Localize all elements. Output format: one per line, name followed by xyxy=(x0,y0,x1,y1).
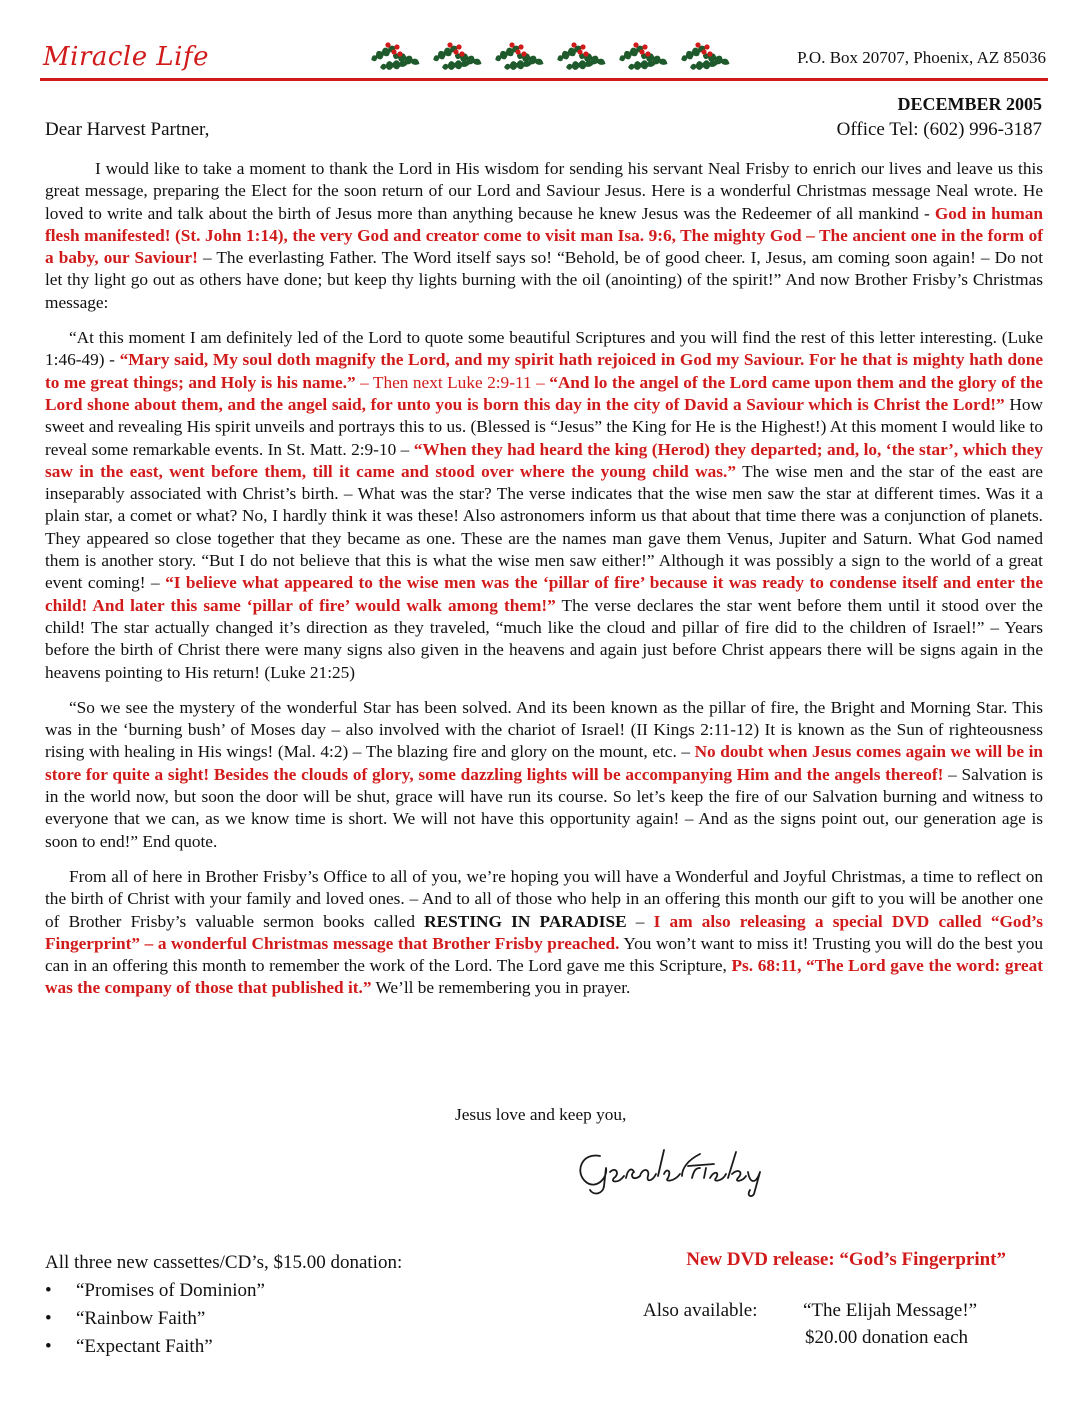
text-run: – The everlasting Father. The Word itself says so! “Behold, be of good cheer. I, Jesus, am coming soon again! – Do not let thy light go out as others have done; but keep thy lights burning with the oil (anointing) of the spirit!” And now Brother Frisby’s Christmas message: xyxy=(45,248,1044,312)
text-run: “When they had heard the king (Herod) they departed; and, lo, ‘the star’, which they saw in the east, went before them, till it came and stood over where the young child was.” xyxy=(45,439,1043,481)
header-rule xyxy=(40,78,1048,81)
letter-body xyxy=(45,158,1043,1013)
text-run: “Mary said, My soul doth magnify the Lord, and my spirit hath rejoiced in God my Saviour. For he that is mighty hath done to me great things; and Holy is his name.” xyxy=(45,350,1043,392)
text-run: I would like to take a moment to thank the Lord in His wisdom for sending his servant Neal Frisby to enrich our lives and leave us this great message, preparing the Elect for the soon return of our Lord and Saviour Jesus. Here is a wonderful Christmas message Neal wrote. He loved to write and talk about the birth of Jesus more than anything because he knew Jesus was the Redeemer of all mankind - xyxy=(45,159,1043,223)
holly-sprig-icon xyxy=(431,42,483,70)
text-run: – Salvation is in the world now, but soon the door will be shut, grace will have run its course. So let’s keep the fire of our Salvation burning and witness to everyone that we can, as we know time is short. We will not have this opportunity again! – And as the signs point out, our generation age is soon to end!” End quote. xyxy=(45,764,1043,851)
text-run: RESTING IN PARADISE xyxy=(424,911,627,931)
text-run: – xyxy=(626,911,654,931)
text-run: From all of here in Brother Frisby’s Office to all of you, we’re hoping you will have a Wonderful and Joyful Christmas, a time to reflect on the birth of Christ with your family and loved ones. – And to all of those who help in an offering this month our gift to you will be another one of Brother Frisby’s valuable sermon books called xyxy=(45,866,1043,931)
salutation: Dear Harvest Partner, xyxy=(45,119,210,140)
text-run: “At this moment I am definitely led of the Lord to quote some beautiful Scriptures and you will find the rest of this letter interesting. (Luke 1:46-49) - xyxy=(45,328,1043,370)
paragraph-star xyxy=(45,697,1043,853)
bullet-icon: • xyxy=(45,1336,52,1357)
holly-sprig-icon xyxy=(555,42,607,70)
holly-sprig-icon xyxy=(679,42,731,70)
paragraph-christmas-offer xyxy=(45,866,1043,1000)
logo: Miracle Life xyxy=(43,42,209,72)
text-run: – Then next Luke 2:9-11 – xyxy=(355,372,550,392)
dvd-release: New DVD release: “God’s Fingerprint” xyxy=(686,1249,1006,1270)
text-run: I am also releasing a special DVD called “God’s Fingerprint” – a wonderful Christmas message that Brother Frisby preached. xyxy=(45,911,1044,953)
holly-decoration xyxy=(368,38,740,78)
list-item: • “Rainbow Faith” xyxy=(45,1305,402,1333)
paragraph-scriptures xyxy=(45,327,1043,684)
list-item: • “Expectant Faith” xyxy=(45,1333,402,1361)
closing-line: Jesus love and keep you, xyxy=(455,1105,627,1124)
mailing-address: P.O. Box 20707, Phoenix, AZ 85036 xyxy=(797,48,1046,67)
text-run: No doubt when Jesus comes again we will be in store for quite a sight! Besides the clouds of glory, some dazzling lights will be accompanying Him and the angels thereof! xyxy=(45,742,1044,784)
text-run: We’ll be remembering you in prayer. xyxy=(371,978,631,998)
also-available-title: “The Elijah Message!” xyxy=(803,1300,978,1321)
paragraph-intro xyxy=(45,158,1043,314)
text-run: “I believe what appeared to the wise men was the ‘pillar of fire’ because it was ready to condense itself and enter the child! And later this same ‘pillar of fire’ would walk among them!” xyxy=(45,573,1043,615)
letterhead xyxy=(40,36,1048,80)
cassette-heading: All three new cassettes/CD’s, $15.00 donation: xyxy=(45,1252,403,1273)
text-run: The verse declares the star went before them until it stood over the child! The star actually changed it’s direction as they traveled, “much like the cloud and pillar of fire did to the children of Israel!” – Years before the birth of Christ there were many signs also given in the heavens and again just before Christ appears there will be signs again in the heavens pointing to His return! (Luke 21:25) xyxy=(45,595,1043,682)
text-run: “So we see the mystery of the wonderful Star has been solved. And its been known as the pillar of fire, the Bright and Morning Star. This was in the ‘burning bush’ of Moses day – also involved with the chariot of Israel! (II Kings 2:11-12) It is known as the Sun of righteousness rising with healing in His wings! (Mal. 4:2) – The blazing fire and glory on the mount, etc. – xyxy=(45,697,1043,762)
office-phone: Office Tel: (602) 996-3187 xyxy=(836,119,1042,140)
bullet-icon: • xyxy=(45,1280,52,1301)
text-run: God in human flesh manifested! (St. John 1:14), the very God and creator come to visit man Isa. 9:6, The mighty God – The ancient one in the form of a baby, our Saviour! xyxy=(45,203,1043,268)
text-run: The wise men and the star of the east are inseparably associated with Christ’s birth. – What was the star? The verse indicates that the wise men saw the star at different times. Was it a plain star, a comet or what? No, I hardly think it was these! Also astronomers inform us that about that time there was a conjunction of planets. They appeared so close together that they became as one. These are the names man gave them Venus, Jupiter and Saturn. What God named them is another story. “But I do not believe that this is what the wise men saw either!” Although it was possibly a sign to the world of a great event coming! – xyxy=(45,461,1043,593)
text-run: You won’t want to miss it! Trusting you will do the best you can in an offering this month to remember the work of the Lord. The Lord gave me this Scripture, xyxy=(45,933,1043,976)
bullet-icon: • xyxy=(45,1308,52,1329)
donation-note: $20.00 donation each xyxy=(805,1327,969,1348)
letter-date: DECEMBER 2005 xyxy=(897,94,1042,114)
holly-sprig-icon xyxy=(493,42,545,70)
signature xyxy=(570,1138,800,1198)
holly-sprig-icon xyxy=(617,42,669,70)
also-available-label: Also available: xyxy=(643,1300,758,1321)
text-run: Ps. 68:11, “The Lord gave the word: great was the company of those that published it.” xyxy=(45,956,1043,998)
list-item: • “Promises of Dominion” xyxy=(45,1277,402,1305)
text-run: How sweet and revealing His spirit unveils and portrays this to us. (Blessed is “Jesus” the King for He is the Highest!) At this moment I would like to reveal some remarkable events. In St. Matt. 2:9-10 – xyxy=(45,394,1043,459)
holly-sprig-icon xyxy=(369,42,421,70)
text-run: “And lo the angel of the Lord came upon them and the glory of the Lord shone about them, and the angel said, for unto you is born this day in the city of David a Saviour which is Christ the Lord!” xyxy=(45,372,1043,414)
cassette-list xyxy=(45,1277,402,1361)
cassette-offer xyxy=(45,1249,402,1361)
